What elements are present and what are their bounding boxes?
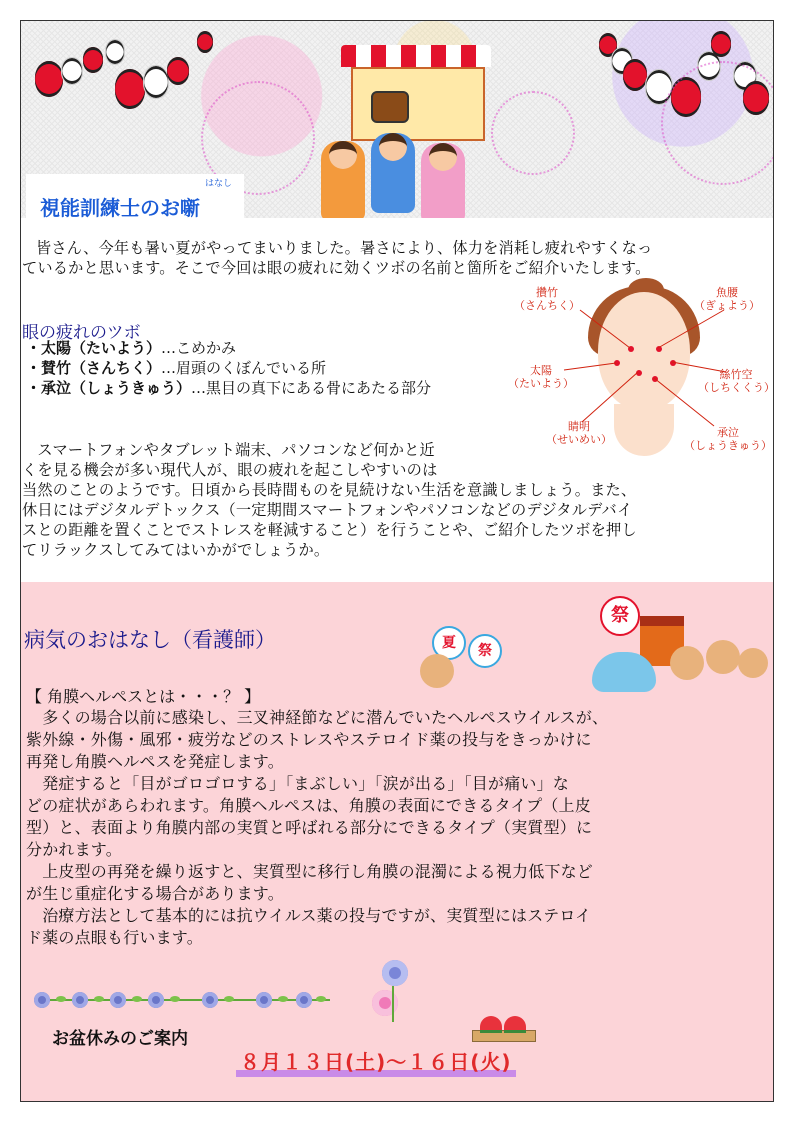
bear-illustration (738, 648, 768, 678)
fan-icon: 夏 (432, 626, 466, 660)
lantern-icon (61, 57, 83, 85)
advice-line: 休日にはデジタルデトックス（一定期間スマートフォンやパソコンなどのデジタルデバイ (22, 501, 633, 519)
label-gyoyou: 魚腰 （ぎょよう） (694, 286, 760, 312)
tsubo-item: ・太陽（たいよう）…こめかみ (26, 339, 237, 357)
tsubo-heading: 眼の疲れのツボ (22, 323, 141, 343)
bear-illustration (706, 640, 740, 674)
disease-line: ド薬の点眼も行います。 (26, 928, 203, 947)
disease-line: 発症すると「目がゴロゴロする」「まぶしい」「涙が出る」「目が痛い」な (26, 774, 570, 793)
tsubo-item: ・賛竹（さんちく）…眉頭のくぼんでいる所 (26, 359, 327, 377)
lantern-icon (35, 61, 63, 97)
label-shichikukuu: 絲竹空 （しちくくう） (698, 368, 775, 394)
intro-line: ているかと思います。そこで今回は眼の疲れに効くツボの名前と箇所をご紹介いたします。 (22, 259, 651, 277)
label-taiyou: 太陽 （たいよう） (508, 364, 574, 390)
watermelon-plate-icon (472, 1012, 534, 1042)
label-santiku: 攢竹 （さんちく） (514, 286, 580, 312)
advice-line: 当然のことのようです。日頃から長時間ものを見続けない生活を意識しましょう。また、 (22, 481, 637, 499)
lantern-icon (83, 47, 103, 73)
firework-icon (491, 91, 575, 175)
fan-icon: 祭 (600, 596, 640, 636)
lantern-icon (623, 59, 647, 91)
lantern-icon (711, 31, 731, 57)
obon-holiday-title: お盆休みのご案内 (52, 1029, 188, 1049)
festival-stall-illustration (341, 45, 491, 155)
disease-line: 治療方法として基本的には抗ウイルス薬の投与ですが、実質型にはステロイ (26, 906, 592, 925)
tsubo-item: ・承泣（しょうきゅう）…黒目の真下にある骨にあたる部分 (26, 379, 432, 397)
disease-line: 上皮型の再発を繰り返すと、実質型に移行し角膜の混濁による視力低下など (26, 862, 594, 881)
fan-icon: 祭 (468, 634, 502, 668)
acupressure-face-figure (508, 280, 775, 470)
disease-line: 再発し角膜ヘルペスを発症します。 (26, 752, 284, 771)
firework-icon (661, 61, 773, 185)
bear-illustration (420, 654, 454, 688)
lantern-icon (197, 31, 213, 53)
title-ruby: はなし (205, 179, 233, 189)
disease-line: どの症状があらわれます。角膜ヘルペスは、角膜の表面にできるタイプ（上皮 (26, 796, 591, 815)
disease-heading: 病気のおはなし（看護師） (24, 628, 276, 652)
disease-line: 多くの場合以前に感染し、三叉神経節などに潜んでいたヘルペスウイルスが、 (26, 708, 609, 727)
disease-line: 分かれます。 (26, 840, 122, 859)
bear-illustration (670, 646, 704, 680)
child-in-yukata-illustration (421, 143, 465, 218)
advice-line: てリラックスしてみてはいかがでしょうか。 (22, 541, 330, 559)
advice-line: スとの距離を置くことでストレスを軽減すること）を行うことや、ご紹介したツボを押し (22, 521, 637, 539)
lantern-icon (105, 39, 125, 65)
disease-line: 紫外線・外傷・風邪・疲労などのストレスやステロイド薬の投与をきっかけに (26, 730, 592, 749)
advice-line: スマートフォンやタブレット端末、パソコンなど何かと近 (22, 441, 435, 459)
taiko-drum-icon (371, 91, 409, 123)
label-shoukyuu: 承泣 （しょうきゅう） (684, 426, 772, 452)
lantern-icon (115, 69, 145, 109)
lantern-icon (143, 65, 169, 99)
advice-line: くを見る機会が多い現代人が、眼の疲れを起こしやすいのは (22, 461, 438, 479)
intro-line: 皆さん、今年も暑い夏がやってまいりました。暑さにより、体力を消耗し疲れやすくなっ (36, 239, 653, 257)
disease-line: 型）と、表面より角膜内部の実質と呼ばれる部分にできるタイプ（実質型）に (26, 818, 593, 837)
disease-line: が生じ重症化する場合があります。 (26, 884, 284, 903)
morning-glory-icon (368, 960, 416, 1024)
obon-holiday-dates: ８月１３日(土)～１６日(火) (236, 1046, 516, 1077)
morning-glory-vine-decoration (34, 992, 330, 1008)
child-in-yukata-illustration (371, 133, 415, 213)
page-title: 視能訓練士のお噺 (40, 196, 200, 220)
lantern-icon (167, 57, 189, 85)
child-in-yukata-illustration (321, 141, 365, 218)
disease-subheading: 【 角膜ヘルペスとは・・・？ 】 (26, 687, 261, 706)
label-seimei: 睛明 （せいめい） (546, 420, 612, 446)
